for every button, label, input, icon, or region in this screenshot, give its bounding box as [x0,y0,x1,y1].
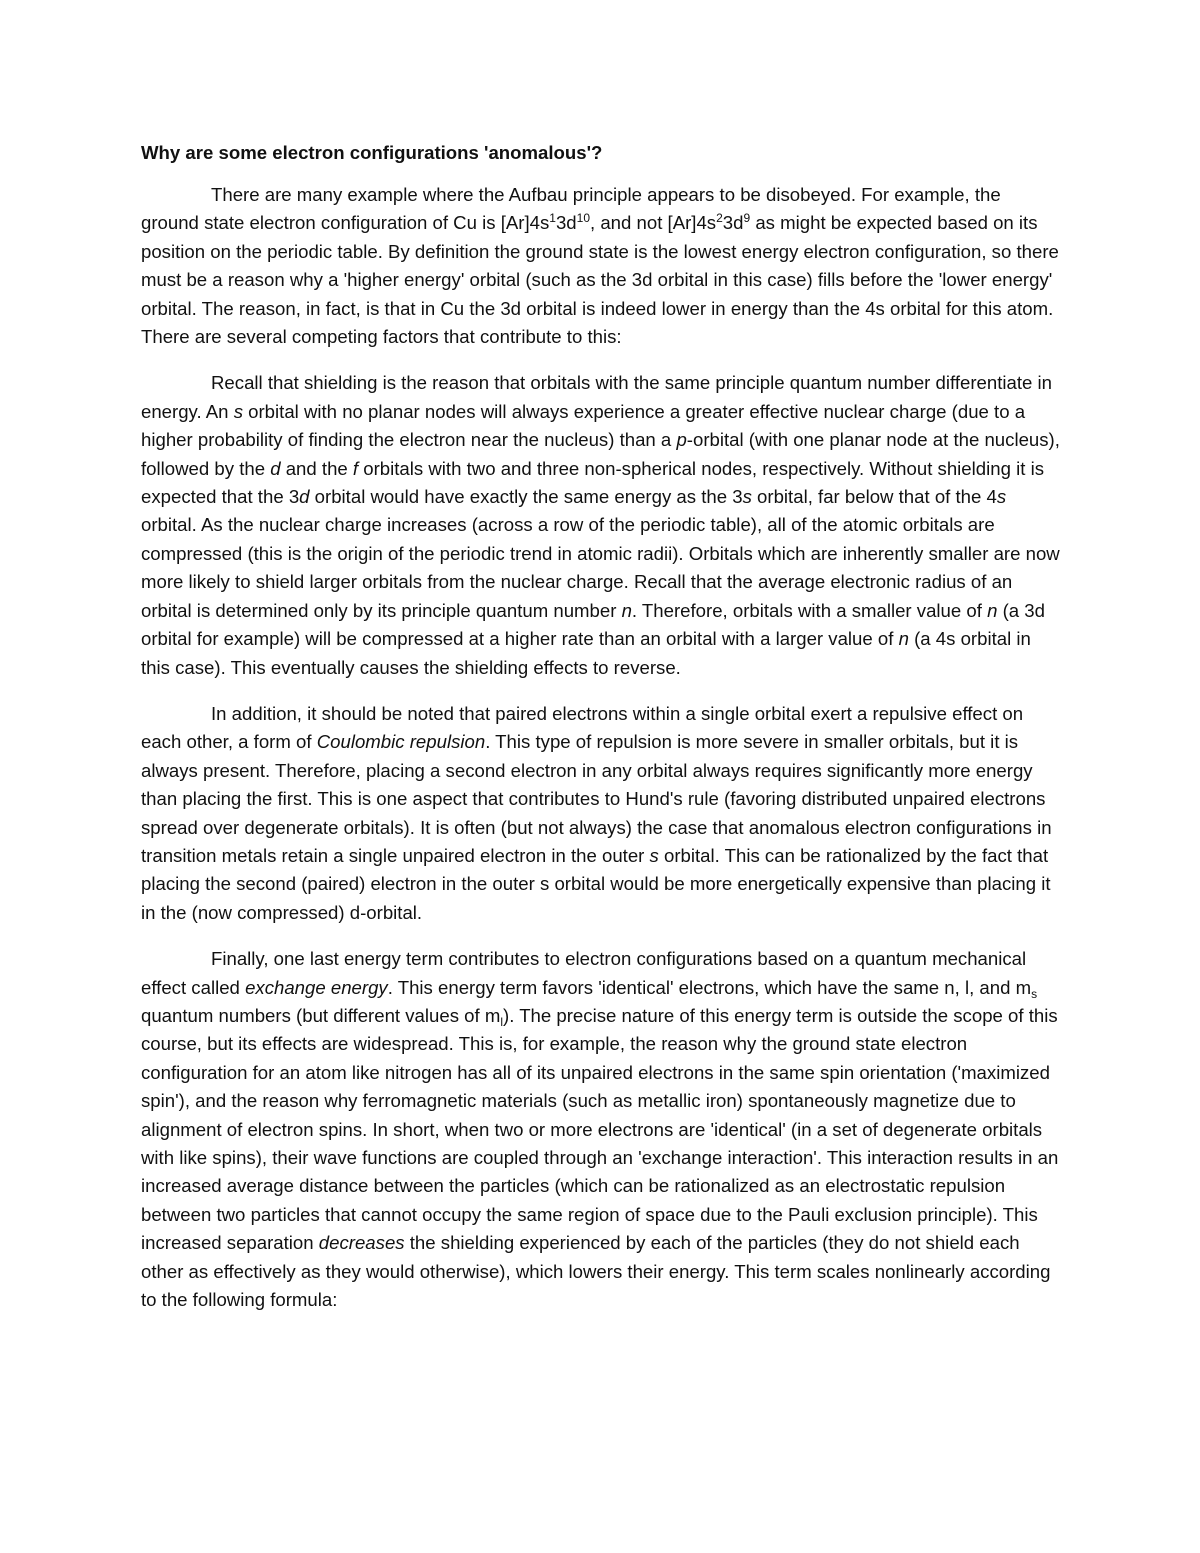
italic-term: d [270,457,281,479]
paragraph-2 [141,369,1061,681]
p2-text: orbital with no planar nodes will always experience a greater effective nuclear charge (due to a higher probability of finding the electron near the nucleus) than a [141,400,1026,451]
italic-term: d [299,486,310,508]
p2-text: (a 4s orbital in this case). This eventually causes the shielding effects to reverse. [141,628,1031,678]
italic-term: Coulombic repulsion [316,731,486,753]
p4-text: ). The precise nature of this energy term is outside the scope of this course, but its effects are widespread. This is, for example, the reason why the ground state electron configuration for an atom like nitrogen has all of its unpaired electrons in the same spin orientation ('maximized spin'), and the reason why ferromagnetic materials (such as metallic iron) spontaneously magnetize due to alignment of electron spins. In short, when two or more electrons are 'identical' (in a set of degenerate orbitals with like spins), their wave functions are coupled through an 'exchange interaction'. This interaction results in an increased average distance between the particles (which can be rationalized as an electrostatic repulsion between two particles that cannot occupy the same region of space due to the Pauli exclusion principle). This increased separation [141,1004,1059,1254]
p4-text: the shielding experienced by each of the particles (they do not shield each other as effectively as they would otherwise), which lowers their energy. This term scales nonlinearly according to the following formula: [141,1232,1051,1311]
subscript: s [1031,986,1038,1001]
paragraph-3 [141,700,1061,927]
superscript: 1 [549,211,556,226]
italic-term: n [621,599,632,621]
italic-term: f [352,457,359,479]
p3-text: In addition, it should be noted that paired electrons within a single orbital exert a repulsive effect on each other, a form of [141,702,1024,753]
p1-text-a: There are many example where the Aufbau principle appears to be disobeyed. For example, the ground state electron configuration of Cu is [Ar]4s [141,184,1001,234]
superscript: 10 [576,211,590,226]
p1-text-e: as might be expected based on its position on the periodic table. By definition the ground state is the lowest energy electron configuration, so there must be a reason why a 'higher energy' orbital (such as the 3d orbital in this case) fills before the 'lower energy' orbital. The reason, in fact, is that in Cu the 3d orbital is indeed lower in energy than the 4s orbital for this atom. There are several competing factors that contribute to this: [141,212,1059,348]
p2-text: Recall that shielding is the reason that orbitals with the same principle quantum number differentiate in energy. An [141,372,1052,422]
p4-text: . This energy term favors 'identical' electrons, which have the same n, l, and m [387,976,1032,998]
superscript: 2 [716,211,723,226]
p2-text: orbital. As the nuclear charge increases (across a row of the periodic table), all of the atomic orbitals are compressed (this is the origin of the periodic trend in atomic radii). Orbitals which are inherently smaller are now more likely to shield larger orbitals from the nuclear charge. Recall that the average electronic radius of an orbital is determined only by its principle quantum number [141,514,1060,621]
p4-text: Finally, one last energy term contributes to electron configurations based on a quantum mechanical effect called [141,948,1027,998]
p2-text: . Therefore, orbitals with a smaller value of [631,599,988,621]
paragraph-1 [141,181,1061,351]
italic-term: s [649,844,659,866]
document-body [141,138,1061,1332]
p1-text-d: 3d [722,212,744,234]
paragraph-4 [141,945,1061,1314]
p2-text: orbitals with two and three non-spherical nodes, respectively. Without shielding it is expected that the 3 [141,457,1044,508]
p2-text: and the [280,457,353,479]
italic-term: n [987,599,998,621]
p1-text-b: 3d [555,212,577,234]
p3-text: orbital. This can be rationalized by the fact that placing the second (paired) electron in the outer s orbital would be more energetically expensive than placing it in the (now compressed) d-orbital. [141,844,1051,923]
p1-text-c: , and not [Ar]4s [590,212,717,234]
p4-text: quantum numbers (but different values of m [141,1004,501,1026]
p2-text: orbital, far below that of the 4 [751,486,997,508]
p3-text: . This type of repulsion is more severe in smaller orbitals, but it is always present. Therefore, placing a second electron in any orbital always requires significantly more energy than placing the first. This is one aspect that contributes to Hund's rule (favoring distributed unpaired electrons spread over degenerate orbitals). It is often (but not always) the case that anomalous electron configurations in transition metals retain a single unpaired electron in the outer [141,731,1052,866]
italic-term: exchange energy [245,976,388,998]
subscript: l [500,1014,503,1029]
document-title: Why are some electron configurations 'anomalous'? [141,142,603,163]
italic-term: s [233,400,243,422]
italic-term: n [898,628,909,650]
superscript: 9 [743,211,751,226]
italic-term: decreases [318,1232,405,1254]
p2-text: -orbital (with one planar node at the nucleus), followed by the [141,429,1060,479]
italic-term: p [676,429,687,451]
p2-text: (a 3d orbital for example) will be compressed at a higher rate than an orbital with a larger value of [141,599,1045,650]
italic-term: s [742,486,752,508]
p2-text: orbital would have exactly the same energy as the 3 [309,486,743,508]
italic-term: s [996,486,1007,508]
